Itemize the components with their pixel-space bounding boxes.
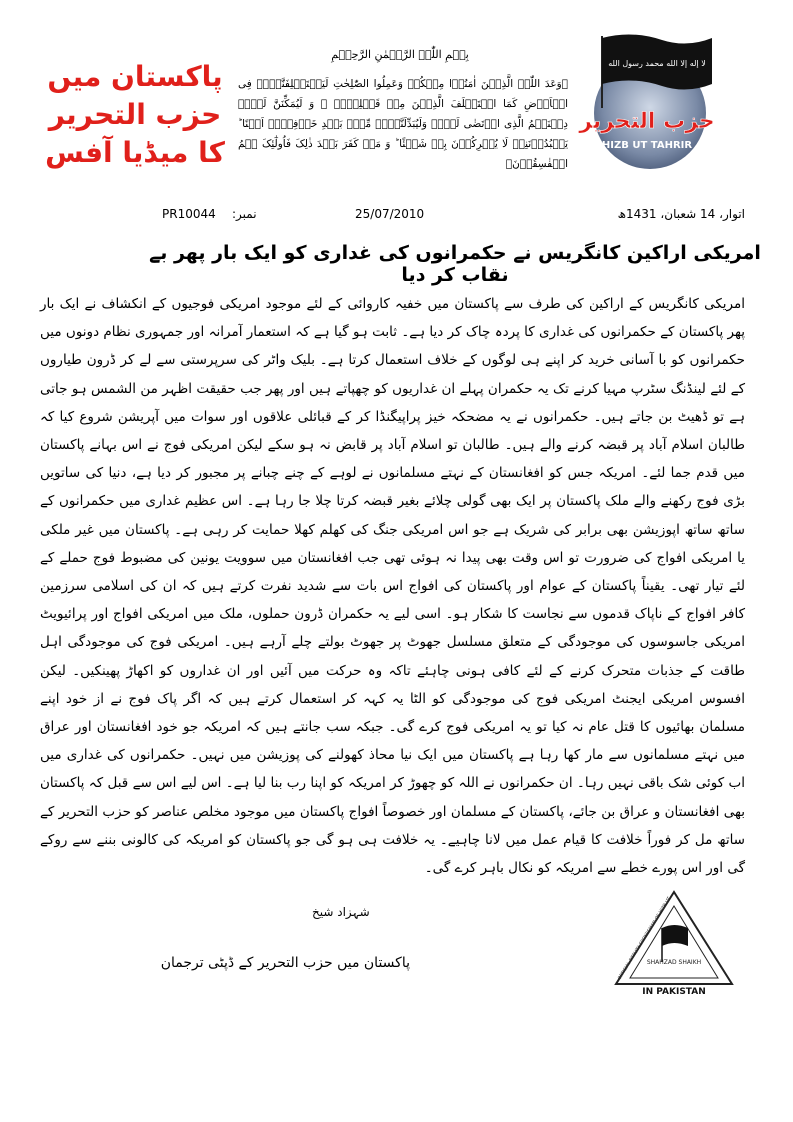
stamp-signatory: SHAHZAD SHAIKH <box>646 959 702 966</box>
flag-shahada: لا إله إلا الله محمد رسول الله <box>608 59 706 68</box>
reference-number: PR10044 <box>162 207 216 221</box>
logo-title-urdu: حزب التحرير <box>579 109 715 134</box>
logo-title-latin: HIZB UT TAHRIR <box>601 140 693 151</box>
press-release-body: امریکی کانگریس کے اراکین کی طرف سے پاکستان میں خفیہ کاروائی کے لئے موجود امریکی فوجیوں کے انکشاف نے ایک بار پھر پاکستان کے حکمرانوں کی غداری کا پردہ چاک کر دیا ہے۔ ثابت ہو گیا ہے کہ استعمار آمرانہ اور جمہوری نظام دونوں میں حکمرانوں کو با آسانی خرید کر اپنے ہی لوگوں کے خلاف استعمال کرتا ہے۔ بلیک واٹر کی سرپرستی سے لے کر ڈرون طیاروں کے لئے لینڈنگ سٹرپ مہیا کرنے تک یہ حکمران پہلے ان غداریوں کو چھپاتے ہیں اور پھر جب حقیقت اظہر من الشمس ہو جاتی ہے تو ڈھیٹ بن جاتے ہیں۔ حکمرانوں نے یہ مضحکہ خیز پراپیگنڈا کر کے قبائلی علاقوں اور سوات میں آپریشن شروع کیا کہ طالبان اسلام آباد پر قبضہ کرنے والے ہیں۔ طالبان تو اسلام آباد پر قابض نہ ہو سکے لیکن امریکی فوج نے اس بہانے پاکستان میں قدم جما لئے۔ امریکہ جس کو افغانستان کے نہتے مسلمانوں نے لوہے کے چنے چبانے پر مجبور کر دیا ہے، دنیا کی ساتویں بڑی فوج رکھنے والے ملک پاکستان پر ایک بھی گولی چلائے بغیر قبضہ کرتا چلا جا رہا ہے۔ اس عظیم غداری میں حکمرانوں کے ساتھ ساتھ اپوزیشن بھی برابر کی شریک ہے جو اس امریکی جنگ کی کھلم کھلا حمایت کر رہی ہے۔ پاکستان میں غیر ملکی یا امریکی افواج کی ضرورت تو اس وقت بھی پیدا نہ ہوئی تھی جب افغانستان میں سوویت یونین کی مضبوط فوج حملے کے لئے تیار تھی۔ یقیناً پاکستان کے عوام اور پاکستان کی افواج اس بات سے شدید نفرت کرتے ہیں کہ ان کی اسلامی سرزمین کافر افواج کے ناپاک قدموں سے نجاست کا شکار ہو۔ اسی لیے یہ حکمران ڈرون حملوں، ملک میں امریکی افواج اور پرائیویٹ امریکی جاسوسوں کی موجودگی کے متعلق مسلسل جھوٹ پر جھوٹ بولتے چلے آرہے ہیں۔ امریکی فوج کی موجودگی اہل طاقت کے جذبات متحرک کرنے کے لئے کافی ہونی چاہئے تاکہ وہ حرکت میں آئیں اور ان غداروں کو اکھاڑ پھینکیں۔ لیکن افسوس امریکی ایجنٹ امریکی فوج کی موجودگی کو الٹا یہ کہہ کر استعمال کرتے ہیں کہ اگر پاک فوج نے از خود اپنے مسلمان بھائیوں کا قتل عام نہ کیا تو یہ امریکی فوج کرے گی۔ جبکہ سب جانتے ہیں کہ امریکہ جو خود افغانستان اور عراق میں نہتے مسلمانوں سے مار کھا رہا ہے پاکستان میں ایک نیا محاذ کھولنے کی پوزیشن میں نہیں۔ حکمرانوں کی غداری میں اب کوئی شک باقی نہیں رہا۔ ان حکمرانوں نے اللہ کو چھوڑ کر امریکہ کو اپنا رب بنا لیا ہے۔ اس لیے اس سے قبل کہ پاکستان بھی افغانستان و عراق بن جائے، پاکستان کے مسلمان اور خصوصاً افواج پاکستان میں موجود مخلص عناصر کو حزب التحریر کے ساتھ مل کر فوراً خلافت کا قیام عمل میں لانا چاہیے۔ یہ خلافت ہی ہو گی جو پاکستان کو امریکہ کی کالونی بننے سے روکے گی اور اس پورے خطے سے امریکہ کو نکال باہر کرے گی۔ <box>40 296 745 877</box>
date-gregorian: 25/07/2010 <box>355 207 425 221</box>
quran-verse: ﴿وَعَدَ اللّٰہُ الَّذِیۡنَ اٰمَنُوۡا مِنۡکُمۡ وَعَمِلُوا الصّٰلِحٰتِ لَیَسۡتَخۡلِفَنَّہُمۡ فِی الۡاَرۡضِ کَمَا اسۡتَخۡلَفَ الَّذِیۡنَ مِنۡ قَبۡلِہِمۡ ۪ وَ لَیُمَکِّنَنَّ لَہُمۡ دِیۡنَہُمُ الَّذِی ارۡتَضٰی لَہُمۡ وَلَیُبَدِّلَنَّہُمۡ مِّنۡۢ بَعۡدِ خَوۡفِہِمۡ اَمۡنًا ؕ یَعۡبُدُوۡنَنِیۡ لَا یُشۡرِکُوۡنَ بِیۡ شَیۡئًا ؕ وَ مَنۡ کَفَرَ بَعۡدَ ذٰلِکَ فَاُولٰٓئِکَ ہُمُ الۡفٰسِقُوۡنَ﴾ <box>238 78 568 170</box>
signatory-title: پاکستان میں حزب التحریر کے ڈپٹی ترجمان <box>160 955 410 971</box>
masthead-line-1: پاکستان میں <box>47 60 223 93</box>
signatory-name: شہزاد شیخ <box>312 905 370 919</box>
press-release-headline: امریکی اراکین کانگریس نے حکمرانوں کی غداری کو ایک بار پھر بے نقاب کر دیا <box>149 242 761 286</box>
stamp-country: IN PAKISTAN <box>642 987 706 997</box>
hizb-ut-tahrir-logo <box>572 28 722 178</box>
stamp-graphic <box>612 888 736 1000</box>
masthead <box>40 58 230 172</box>
official-stamp <box>612 888 736 1000</box>
date-hijri: اتوار، 14 شعبان، 1431ھ <box>617 207 745 221</box>
basmala: بِسۡمِ اللّٰہِ الرَّحۡمٰنِ الرَّحِیۡمِ <box>331 48 469 61</box>
stamp-outer-text: OFFICIAL DEPUTY SPOKESMAN OF HIZB UT <box>617 896 673 982</box>
masthead-line-2: حزب التحریر <box>48 98 222 131</box>
masthead-line-3: کا میڈیا آفس <box>45 136 225 169</box>
stamp-flag <box>662 925 688 946</box>
logo-graphic <box>572 28 722 178</box>
reference-label: نمبر: <box>232 207 257 221</box>
